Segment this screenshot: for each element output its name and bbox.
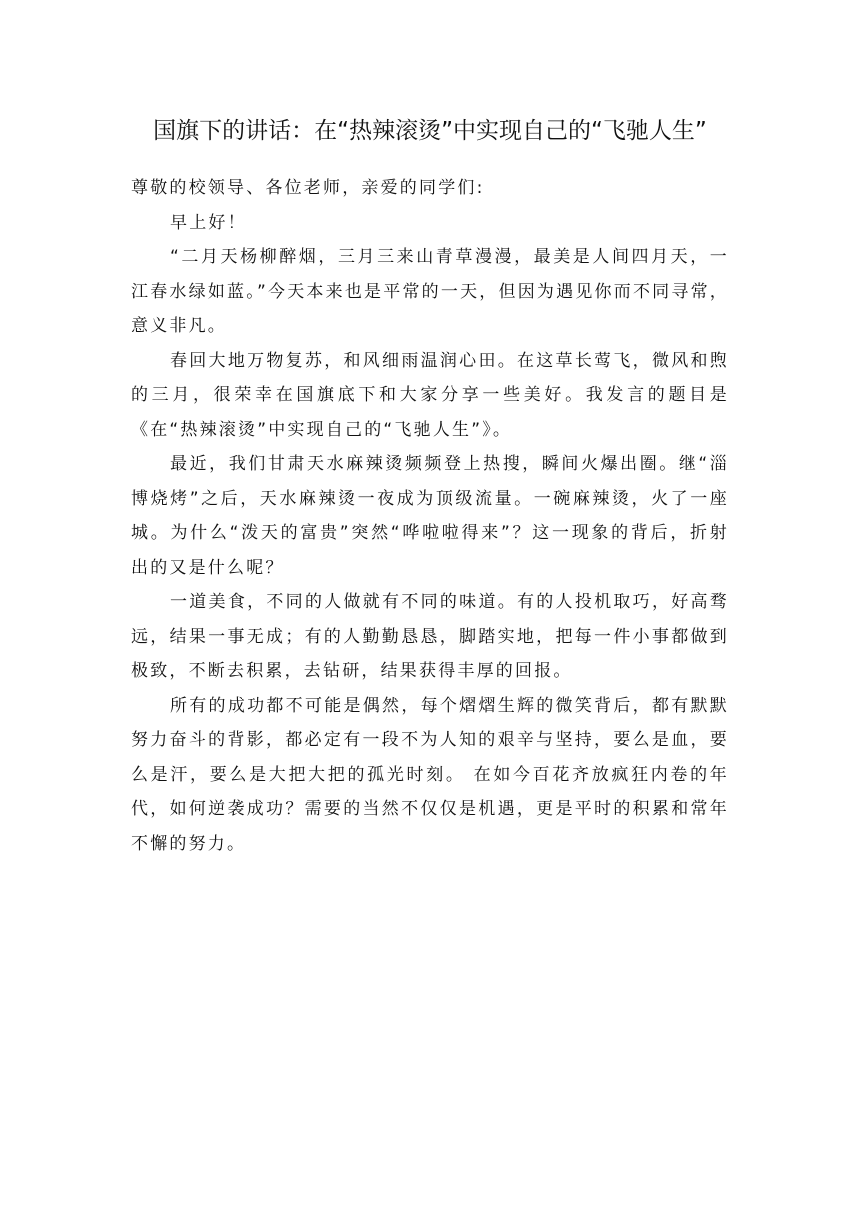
paragraph-cuisine-effort: 一道美食，不同的人做就有不同的味道。有的人投机取巧，好高骛远，结果一事无成；有的人勤勤恳恳，脚踏实地，把每一件小事都做到极致，不断去积累，去钻研，结果获得丰厚的回报。 bbox=[131, 592, 729, 681]
paragraph-success-effort: 所有的成功都不可能是偶然，每个熠熠生辉的微笑背后，都有默默努力奋斗的背影，都必定有一段不为人知的艰辛与坚持，要么是血，要么是汗，要么是大把大把的孤光时刻。 在如今百花齐放疯狂内卷的年代，如何逆袭成功？需要的当然不仅仅是机遇，更是平时的积累和常年不懈的努力。 bbox=[131, 695, 729, 854]
paragraph-tianshui-malatang: 最近，我们甘肃天水麻辣烫频频登上热搜，瞬间火爆出圈。继“淄博烧烤”之后，天水麻辣烫一夜成为顶级流量。一碗麻辣烫，火了一座城。为什么“泼天的富贵”突然“哗啦啦得来”？这一现象的背后，折射出的又是什么呢？ bbox=[131, 454, 729, 578]
salutation: 尊敬的校领导、各位老师，亲爱的同学们: bbox=[131, 178, 485, 198]
paragraph-poem-quote: “二月天杨柳醉烟，三月三来山青草漫漫，最美是人间四月天，一江春水绿如蓝。”今天本来也是平常的一天，但因为遇见你而不同寻常，意义非凡。 bbox=[131, 247, 729, 336]
paragraph-spring-topic: 春回大地万物复苏，和风细雨温润心田。在这草长莺飞，微风和煦的三月，很荣幸在国旗底下和大家分享一些美好。我发言的题目是《在“热辣滚烫”中实现自己的“飞驰人生”》。 bbox=[131, 350, 729, 440]
document-title: 国旗下的讲话：在“热辣滚烫”中实现自己的“飞驰人生” bbox=[153, 118, 707, 144]
paragraph-greeting: 早上好！ bbox=[170, 212, 247, 233]
document-body bbox=[131, 171, 729, 861]
